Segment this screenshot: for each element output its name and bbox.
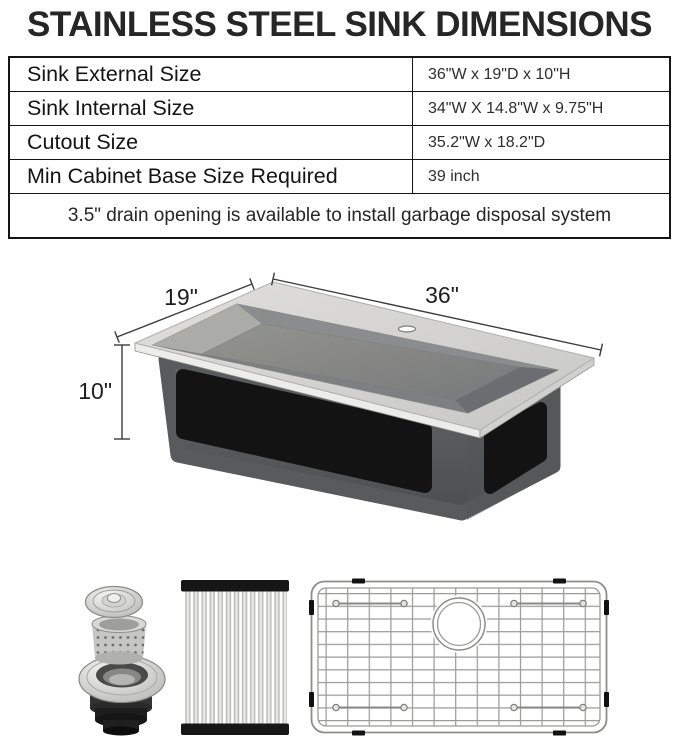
drain-note: 3.5" drain opening is available to install garbage disposal system bbox=[67, 204, 612, 226]
width-dimension-label: 36" bbox=[425, 282, 459, 308]
row-value: 36"W x 19"D x 10"H bbox=[428, 65, 571, 83]
depth-dimension-label: 19" bbox=[164, 284, 198, 310]
drain-strainer-icon bbox=[79, 587, 165, 736]
accessories-illustration bbox=[0, 567, 679, 736]
grid-drain-opening bbox=[431, 596, 488, 653]
row-value: 35.2"W x 18.2"D bbox=[428, 133, 546, 151]
spec-table bbox=[8, 56, 671, 239]
accessories-row bbox=[0, 567, 679, 736]
row-label: Sink Internal Size bbox=[10, 92, 413, 125]
row-label: Min Cabinet Base Size Required bbox=[10, 160, 413, 193]
rollup-drying-rack-icon bbox=[181, 580, 289, 735]
page-title: STAINLESS STEEL SINK DIMENSIONS bbox=[27, 5, 652, 44]
table-row bbox=[10, 58, 669, 92]
sink-bottom-grid-icon bbox=[309, 579, 609, 736]
height-dimension-label: 10" bbox=[78, 378, 112, 404]
row-label: Sink External Size bbox=[10, 58, 413, 91]
table-row bbox=[10, 160, 669, 194]
faucet-hole bbox=[399, 326, 416, 332]
sink-diagram bbox=[0, 257, 679, 557]
row-value: 39 inch bbox=[428, 167, 480, 185]
row-value: 34"W X 14.8"W x 9.75"H bbox=[428, 99, 604, 117]
table-row bbox=[10, 126, 669, 160]
row-label: Cutout Size bbox=[10, 126, 413, 159]
sink-3d-illustration bbox=[0, 257, 679, 557]
table-row bbox=[10, 92, 669, 126]
